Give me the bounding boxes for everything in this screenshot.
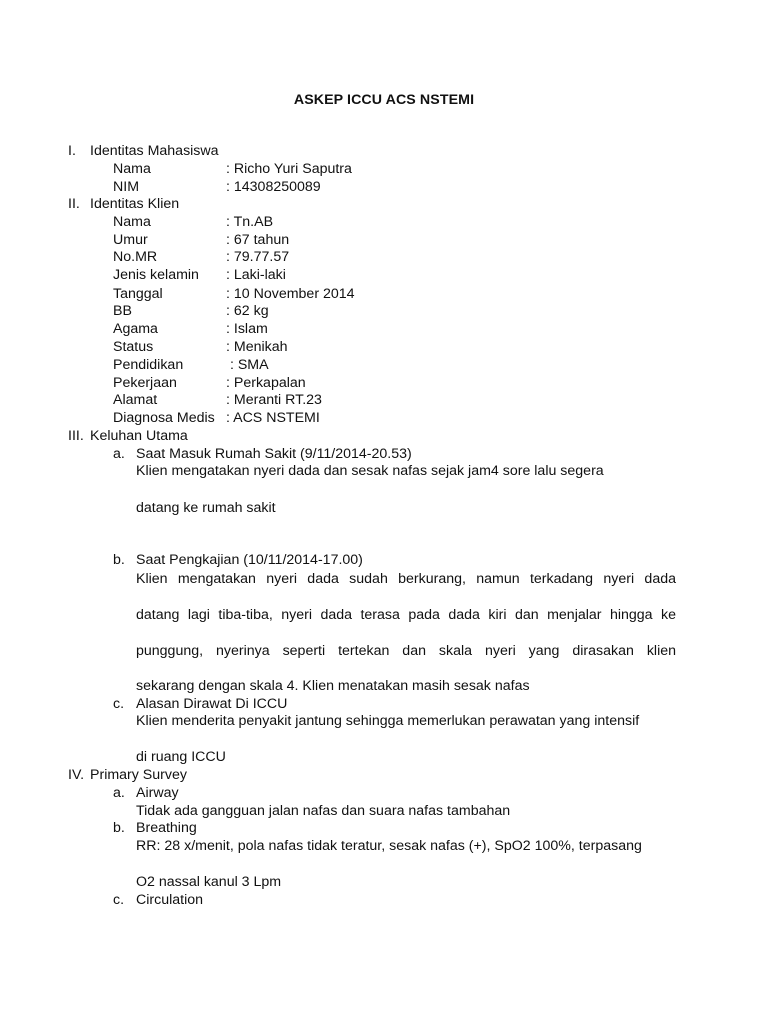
field-label: Nama: [113, 214, 151, 230]
subsection-heading: Airway: [136, 785, 179, 801]
subsection-letter: c.: [113, 892, 125, 908]
field-value: : Islam: [226, 321, 268, 337]
subsection-letter: a.: [113, 446, 125, 462]
section-heading: Primary Survey: [90, 767, 187, 783]
paragraph-line: punggung, nyerinya seperti tertekan dan skala nyeri yang dirasakan klien: [136, 643, 676, 659]
paragraph-line: Klien menderita penyakit jantung sehingga memerlukan perawatan yang intensif: [136, 713, 640, 729]
field-jenis-kelamin: [113, 267, 286, 285]
paragraph-line: O2 nassal kanul 3 Lpm: [136, 874, 282, 890]
field-umur: [113, 232, 289, 250]
subsection-airway: [113, 785, 179, 803]
section-number: IV.: [68, 767, 85, 783]
field-alamat: [113, 392, 322, 410]
paragraph-line: Klien mengatakan nyeri dada dan sesak nafas sejak jam4 sore lalu segera: [136, 463, 604, 479]
field-label: Alamat: [113, 392, 158, 408]
field-value: : 62 kg: [226, 303, 269, 319]
field-label: BB: [113, 303, 132, 319]
field-value: : ACS NSTEMI: [226, 410, 320, 426]
field-value: : Richo Yuri Saputra: [226, 161, 352, 177]
subsection-letter: c.: [113, 696, 125, 712]
field-value: : 79.77.57: [226, 249, 290, 265]
field-value: : 67 tahun: [226, 232, 290, 248]
section-heading: Keluhan Utama: [90, 428, 188, 444]
section-number: II.: [68, 196, 80, 212]
field-value: : Menikah: [226, 339, 288, 355]
field-label: Diagnosa Medis: [113, 410, 215, 426]
field-value: : SMA: [226, 357, 269, 373]
section-heading: Identitas Klien: [90, 196, 180, 212]
section-heading: Identitas Mahasiswa: [90, 143, 219, 159]
field-nama-klien: [113, 214, 273, 232]
section-keluhan-utama: [68, 428, 188, 446]
subsection-saat-pengkajian: [113, 552, 363, 570]
field-label: Nama: [113, 161, 151, 177]
field-value: : 14308250089: [226, 179, 321, 195]
paragraph-line: datang lagi tiba-tiba, nyeri dada terasa pada dada kiri dan menjalar hingga ke: [136, 607, 676, 623]
section-number: III.: [68, 428, 84, 444]
subsection-letter: b.: [113, 552, 125, 568]
field-bb: [113, 303, 269, 321]
field-value: : Perkapalan: [226, 375, 306, 391]
field-pendidikan: [113, 357, 269, 375]
field-agama: [113, 321, 268, 339]
field-label: Jenis kelamin: [113, 267, 199, 283]
document-title: ASKEP ICCU ACS NSTEMI: [293, 92, 475, 108]
field-value: : 10 November 2014: [226, 286, 355, 302]
field-label: Umur: [113, 232, 148, 248]
field-label: Agama: [113, 321, 158, 337]
field-status: [113, 339, 288, 357]
section-primary-survey: [68, 767, 187, 785]
subsection-heading: Alasan Dirawat Di ICCU: [136, 696, 288, 712]
field-label: NIM: [113, 179, 140, 195]
field-nama-mahasiswa: [113, 161, 352, 179]
paragraph-line: datang ke rumah sakit: [136, 500, 276, 516]
subsection-heading: Saat Pengkajian (10/11/2014-17.00): [136, 552, 363, 568]
section-identitas-mahasiswa: [68, 143, 219, 161]
field-tanggal: [113, 286, 355, 304]
field-value: : Meranti RT.23: [226, 392, 322, 408]
subsection-breathing: [113, 820, 197, 838]
field-nim: [113, 179, 321, 197]
subsection-alasan-dirawat: [113, 696, 287, 714]
subsection-saat-masuk: [113, 446, 412, 464]
field-diagnosa-medis: [113, 410, 320, 428]
subsection-letter: b.: [113, 820, 125, 836]
field-label: Status: [113, 339, 154, 355]
paragraph-line: sekarang dengan skala 4. Klien menatakan masih sesak nafas: [136, 678, 530, 694]
paragraph-line: Tidak ada gangguan jalan nafas dan suara nafas tambahan: [136, 803, 511, 819]
subsection-heading: Breathing: [136, 820, 197, 836]
subsection-letter: a.: [113, 785, 125, 801]
field-label: Pendidikan: [113, 357, 184, 373]
subsection-heading: Circulation: [136, 892, 204, 908]
section-identitas-klien: [68, 196, 179, 214]
field-pekerjaan: [113, 375, 306, 393]
field-label: Pekerjaan: [113, 375, 177, 391]
field-value: : Tn.AB: [226, 214, 274, 230]
subsection-heading: Saat Masuk Rumah Sakit (9/11/2014-20.53): [136, 446, 412, 462]
paragraph-line: di ruang ICCU: [136, 749, 226, 765]
section-number: I.: [68, 143, 76, 159]
field-label: Tanggal: [113, 286, 163, 302]
field-value: : Laki-laki: [226, 267, 286, 283]
subsection-circulation: [113, 892, 203, 910]
paragraph-line: Klien mengatakan nyeri dada sudah berkurang, namun terkadang nyeri dada: [136, 571, 676, 587]
paragraph-line: RR: 28 x/menit, pola nafas tidak teratur, sesak nafas (+), SpO2 100%, terpasang: [136, 838, 642, 854]
field-no-mr: [113, 249, 289, 267]
field-label: No.MR: [113, 249, 158, 265]
